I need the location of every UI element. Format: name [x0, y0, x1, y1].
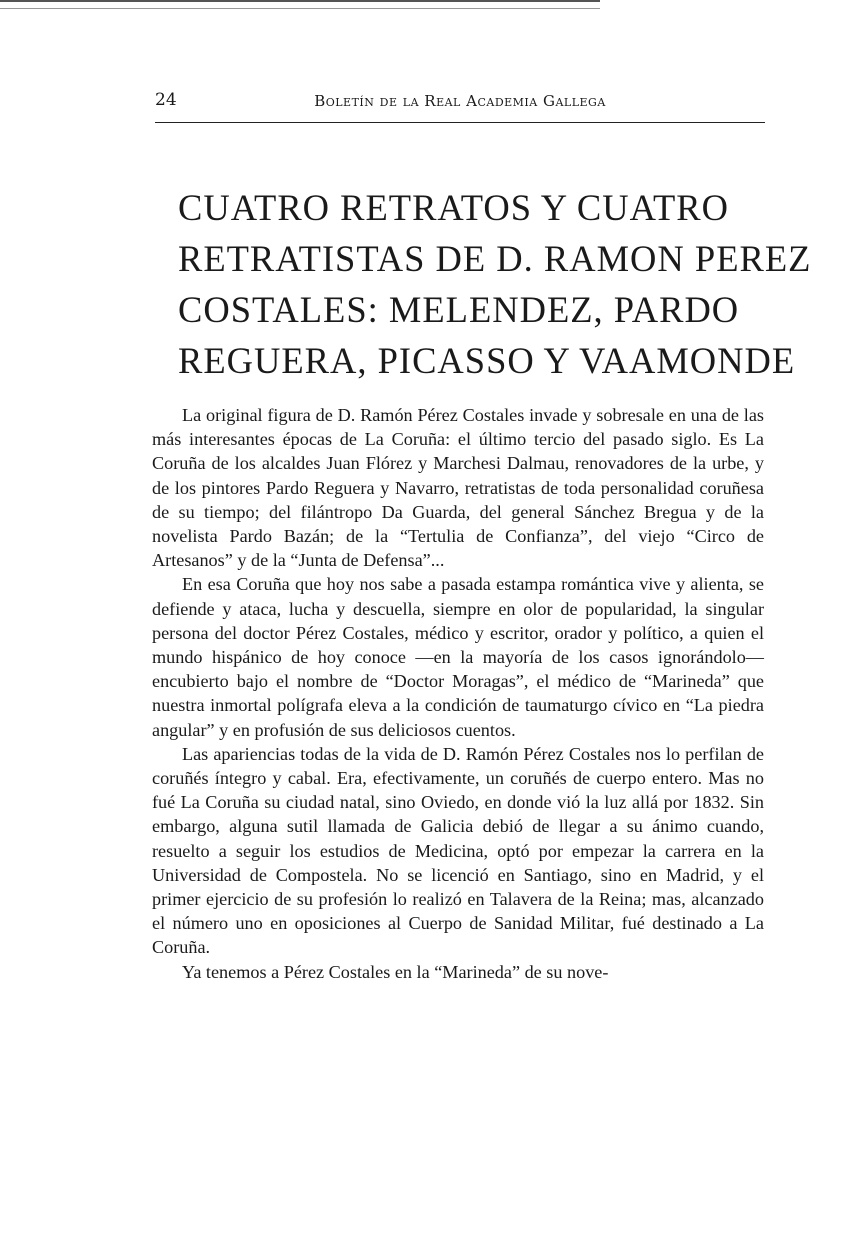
title-line: COSTALES: MELENDEZ, PARDO	[178, 289, 740, 330]
paragraph: En esa Coruña que hoy nos sabe a pasada estampa romántica vive y alienta, se defiende y ataca, lucha y descuella, siempre en olor de popularidad, la singular persona del doctor Pérez Costales, médico y escritor, orador y político, a quien el mundo hispánico de hoy conoce —en la mayoría de los casos ignorándolo— encubierto bajo el nombre de “Doctor Moragas”, el médico de “Marineda” que nuestra inmortal polígrafa eleva a la condición de taumaturgo cívico en “La piedra angular” y en profusión de sus deliciosos cuentos.	[152, 574, 764, 740]
title-line: RETRATISTAS DE D. RAMON PEREZ	[178, 238, 812, 279]
paragraph: La original figura de D. Ramón Pérez Costales invade y sobresale en una de las más interesantes épocas de La Coruña: el último tercio del pasado siglo. Es La Coruña de los alcaldes Juan Flórez y Marchesi Dalmau, renovadores de la urbe, y de los pintores Pardo Reguera y Navarro, retratistas de toda personalidad coruñesa de su tiempo; del filántropo Da Guarda, del general Sánchez Bregua y de la novelista Pardo Bazán; de la “Tertulia de Confianza”, del viejo “Circo de Artesanos” y de la “Junta de Defensa”...	[152, 405, 764, 571]
title-line: REGUERA, PICASSO Y VAAMONDE	[178, 340, 796, 381]
running-head	[155, 90, 765, 116]
page-number: 24	[155, 90, 177, 110]
journal-title: Boletín de la Real Academia Gallega	[314, 92, 606, 110]
article-title	[178, 182, 812, 386]
header-rule	[155, 122, 765, 123]
paragraph: Ya tenemos a Pérez Costales en la “Marineda” de su nove-	[182, 961, 609, 982]
title-line: CUATRO RETRATOS Y CUATRO	[178, 187, 729, 228]
paragraph: Las apariencias todas de la vida de D. Ramón Pérez Costales nos lo perfilan de coruñés íntegro y cabal. Era, efectivamente, un coruñés de cuerpo entero. Mas no fué La Coruña su ciudad natal, sino Oviedo, en donde vió la luz allá por 1832. Sin embargo, alguna sutil llamada de Galicia debió de llegar a su ánimo cuando, resuelto a seguir los estudios de Medicina, optó por empezar la carrera en la Universidad de Compostela. No se licenció en Santiago, sino en Madrid, y el primer ejercicio de su profesión lo realizó en Talavera de la Reina; mas, alcanzado el número uno en oposiciones al Cuerpo de Sanidad Militar, fué destinado a La Coruña.	[152, 743, 764, 958]
article-body	[152, 403, 764, 984]
page-top-edge	[0, 0, 600, 9]
